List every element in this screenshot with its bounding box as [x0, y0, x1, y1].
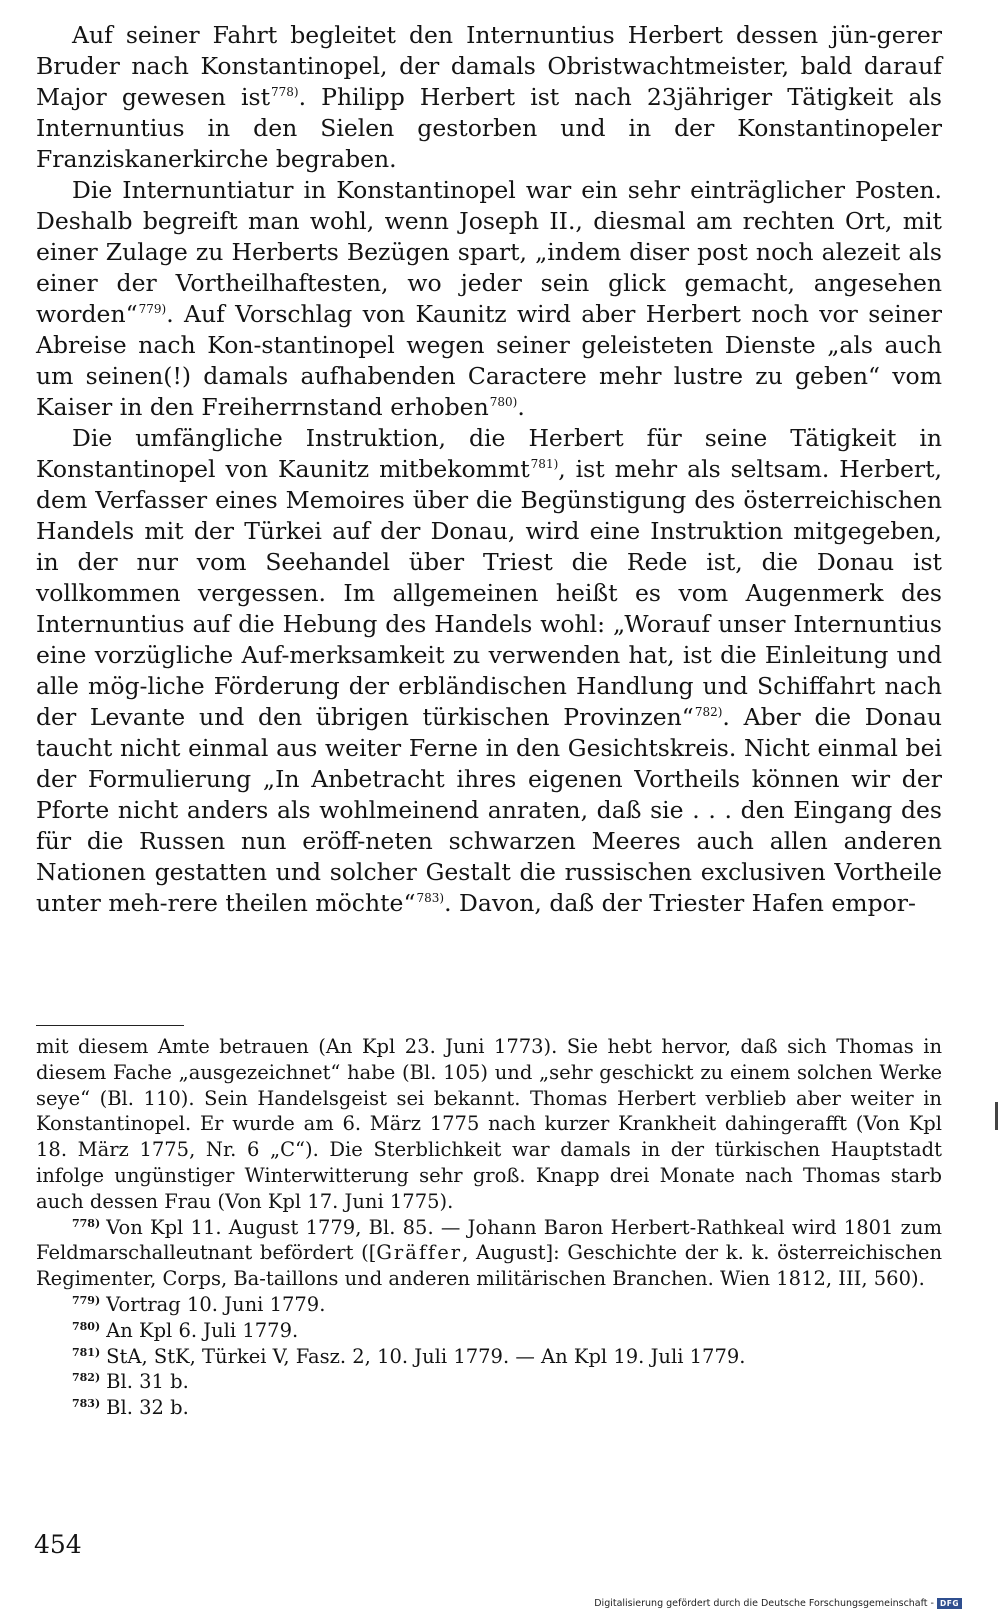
- footnote-number: 782): [72, 1371, 101, 1385]
- footnote-author: Gräffer: [376, 1241, 463, 1265]
- footnote-number: 780): [72, 1319, 101, 1333]
- footnote-text: Bl. 31 b.: [106, 1370, 189, 1394]
- footnote-reference[interactable]: 782): [694, 705, 723, 719]
- footnotes: [36, 1034, 942, 1421]
- paragraph-text: , ist mehr als seltsam. Herbert, dem Verfasser eines Memoires über die Begünstigung des österreichischen Handels mit der Türkei auf der Donau, wird eine Instruktion mitgegeben, in der nur vom Seehandel über Triest die Rede ist, die Donau ist vollkommen vergessen. Im allgemeinen heißt es vom Augenmerk des Internuntius auf die Hebung des Handels wohl: „Worauf unser Internuntius eine vorzügliche Auf-merksamkeit zu verwenden hat, ist die Einleitung und alle mög-liche Förderung der erbländischen Handlung und Schiffahrt nach der Levante und den übrigen türkischen Provinzen“: [36, 455, 942, 731]
- paragraph-text: . Davon, daß der Triester Hafen empor-: [444, 889, 916, 917]
- scan-edge-mark: [995, 1102, 998, 1130]
- footnote-text: Vortrag 10. Juni 1779.: [106, 1292, 326, 1316]
- main-text: [36, 20, 942, 919]
- digitization-credit-text: Digitalisierung gefördert durch die Deutsche Forschungsgemeinschaft: [594, 1598, 928, 1609]
- footnote-separator: [36, 1025, 184, 1026]
- footnote-number: 781): [72, 1345, 101, 1359]
- paragraph-text: Die umfängliche Instruktion, die Herbert für seine Tätigkeit in Konstantinopel von Kaunitz mitbekommt: [36, 424, 942, 483]
- paragraph-text: . Aber die Donau taucht nicht einmal aus weiter Ferne in den Gesichtskreis. Nicht einmal bei der Formulierung „In Anbetracht ihres eigenen Vortheils können wir der Pforte nicht anders als wohlmeinend anraten, daß sie . . . den Eingang des für die Russen nun eröff-neten schwarzen Meeres auch allen anderen Nationen gestatten und solcher Gestalt die russischen exclusiven Vortheile unter meh-rere theilen möchte“: [36, 703, 942, 917]
- footnote-list: [36, 1215, 942, 1421]
- footnote: [36, 1369, 942, 1395]
- footnote-text: An Kpl 6. Juli 1779.: [106, 1318, 299, 1342]
- footnote-number: 783): [72, 1397, 101, 1411]
- paragraph-text: .: [517, 393, 525, 421]
- footnote-text: Bl. 32 b.: [106, 1396, 189, 1420]
- footnote: [36, 1344, 942, 1370]
- paragraph-text: Auf seiner Fahrt begleitet den Internuntius Herbert dessen jün-gerer Bruder nach Konstantinopel, der damals Obristwachtmeister, bald darauf Major gewesen ist: [36, 21, 942, 111]
- digitization-credit: Digitalisierung gefördert durch die Deutsche Forschungsgemeinschaft - DFG: [594, 1598, 962, 1609]
- footnote-reference[interactable]: 779): [138, 302, 167, 316]
- paragraph-text: . Philipp Herbert ist nach 23jähriger Tätigkeit als Internuntius in den Sielen gestorben und in der Konstantinopeler Franziskanerkirche begraben.: [36, 83, 942, 173]
- footnote-reference[interactable]: 780): [489, 395, 518, 409]
- footnote: [36, 1318, 942, 1344]
- footnote: [36, 1292, 942, 1318]
- page-number: 454: [34, 1530, 82, 1559]
- page-body: [36, 20, 942, 919]
- footnote-reference[interactable]: 778): [271, 85, 299, 99]
- footnote-number: 779): [72, 1293, 101, 1307]
- dfg-logo: DFG: [937, 1598, 962, 1609]
- paragraph: [36, 20, 942, 175]
- footnote-text: StA, StK, Türkei V, Fasz. 2, 10. Juli 1779. — An Kpl 19. Juli 1779.: [106, 1344, 746, 1368]
- footnote-reference[interactable]: 783): [416, 891, 445, 905]
- footnote: [36, 1215, 942, 1292]
- paragraph: [36, 175, 942, 423]
- footnote-text: Von Kpl 11. August 1779, Bl. 85. — Johann Baron Herbert-Rathkeal wird 1801 zum Feldmarschalleutnant befördert ([: [36, 1215, 942, 1265]
- footnote-continuation: mit diesem Amte betrauen (An Kpl 23. Juni 1773). Sie hebt hervor, daß sich Thomas in diesem Fache „ausgezeichnet“ habe (Bl. 105) und „sehr geschickt zu einem solchen Werke seye“ (Bl. 110). Sein Handelsgeist sei bekannt. Thomas Herbert verblieb aber weiter in Konstantinopel. Er wurde am 6. März 1775 nach kurzer Krankheit dahingerafft (Von Kpl 18. März 1775, Nr. 6 „C“). Die Sterblichkeit war damals in der türkischen Hauptstadt infolge ungünstiger Winterwitterung sehr groß. Knapp drei Monate nach Thomas starb auch dessen Frau (Von Kpl 17. Juni 1775).: [36, 1035, 942, 1213]
- paragraph-text: . Auf Vorschlag von Kaunitz wird aber Herbert noch vor seiner Abreise nach Kon-stantinopel wegen seiner geleisteten Dienste „als auch um seinen(!) damals aufhabenden Caractere mehr lustre zu geben“ vom Kaiser in den Freiherrnstand erhoben: [36, 300, 942, 421]
- footnote-number: 778): [72, 1216, 101, 1230]
- paragraph: [36, 423, 942, 919]
- footnote-reference[interactable]: 781): [530, 457, 559, 471]
- paragraph-text: Die Internuntiatur in Konstantinopel war ein sehr einträglicher Posten. Deshalb begreift man wohl, wenn Joseph II., diesmal am rechten Ort, mit einer Zulage zu Herberts Bezügen spart, „indem diser post noch alezeit als einer der Vortheilhaftesten, wo jeder sein glick gemacht, angesehen worden“: [36, 176, 942, 328]
- footnote: [36, 1395, 942, 1421]
- footnote-text: , August]: Geschichte der k. k. österreichischen Regimenter, Corps, Ba-taillons und anderen militärischen Branchen. Wien 1812, III, 560).: [36, 1241, 942, 1291]
